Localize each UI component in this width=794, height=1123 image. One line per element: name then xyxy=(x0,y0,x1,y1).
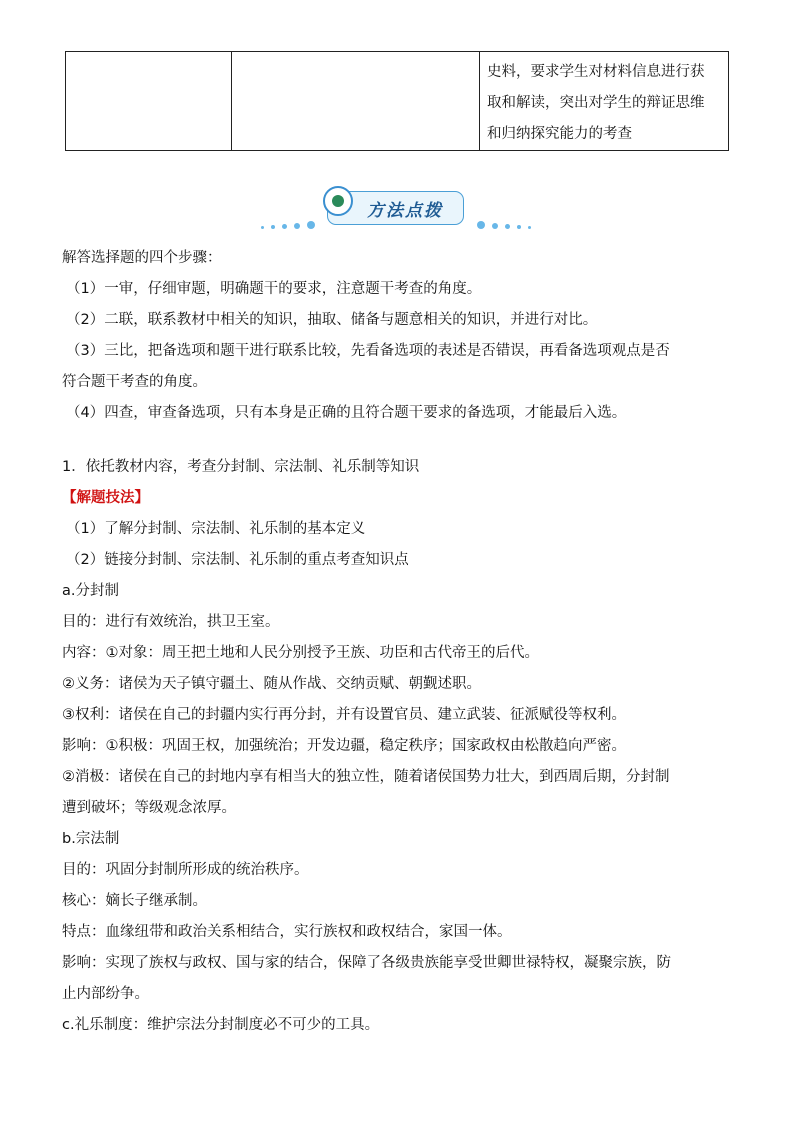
table-cell-3 xyxy=(480,52,729,151)
content-table xyxy=(65,51,729,151)
decorative-dots-right xyxy=(477,217,538,233)
fengjian-line: ③权利：诸侯在自己的封疆内实行再分封，并有设置官员、建立武装、征派赋役等权利。 xyxy=(62,707,626,723)
fengjian-line: ②义务：诸侯为天子镇守疆土、随从作战、交纳贡赋、朝觐述职。 xyxy=(62,676,481,692)
fengjian-heading: a.分封制 xyxy=(62,583,119,599)
decorative-dots-left xyxy=(261,217,322,233)
table-cell-1 xyxy=(66,52,232,151)
fengjian-line: 遭到破坏；等级观念浓厚。 xyxy=(62,800,236,816)
table-cell-2 xyxy=(232,52,480,151)
steps-heading: 解答选择题的四个步骤： xyxy=(62,250,222,266)
fengjian-line: 内容：①对象：周王把土地和人民分别授予王族、功臣和古代帝王的后代。 xyxy=(62,645,539,661)
banner-title: 方法点拨 xyxy=(367,201,443,221)
step-item: （2）二联，联系教材中相关的知识，抽取、储备与题意相关的知识，并进行对比。 xyxy=(66,312,598,328)
fengjian-line: 影响：①积极：巩固王权，加强统治；开发边疆，稳定秩序；国家政权由松散趋向严密。 xyxy=(62,738,626,754)
table-row xyxy=(66,52,729,151)
zongfa-heading: b.宗法制 xyxy=(62,831,120,847)
step-item: （1）一审，仔细审题，明确题干的要求，注意题干考查的角度。 xyxy=(66,281,482,297)
fengjian-line: 目的：进行有效统治，拱卫王室。 xyxy=(62,614,280,630)
document-body xyxy=(62,243,734,1041)
step-item-continuation: 符合题干考查的角度。 xyxy=(62,374,207,390)
table-cell-3-line: 取和解读，突出对学生的辩证思维 xyxy=(487,95,705,111)
zongfa-line: 特点：血缘纽带和政治关系相结合，实行族权和政权结合，家国一体。 xyxy=(62,924,512,940)
table-cell-1-text xyxy=(66,52,231,57)
zongfa-line: 影响：实现了族权与政权、国与家的结合，保障了各级贵族能享受世卿世禄特权，凝聚宗族，防 xyxy=(62,955,671,971)
table-cell-3-line: 和归纳探究能力的考查 xyxy=(487,126,632,142)
method-tips-banner xyxy=(255,186,540,228)
step-item: （3）三比，把备选项和题干进行联系比较，先看备选项的表述是否错误，再看备选项观点是否 xyxy=(66,343,670,359)
zongfa-line: 目的：巩固分封制所形成的统治秩序。 xyxy=(62,862,309,878)
tip-point: （2）链接分封制、宗法制、礼乐制的重点考查知识点 xyxy=(66,552,409,568)
zongfa-line: 核心：嫡长子继承制。 xyxy=(62,893,207,909)
section-title: 1．依托教材内容，考查分封制、宗法制、礼乐制等知识 xyxy=(62,459,420,475)
fengjian-line: ②消极：诸侯在自己的封地内享有相当大的独立性，随着诸侯国势力壮大，到西周后期，分封制 xyxy=(62,769,670,785)
table-cell-2-text xyxy=(232,52,479,57)
tip-point: （1）了解分封制、宗法制、礼乐制的基本定义 xyxy=(66,521,366,537)
eye-icon xyxy=(323,186,353,216)
tip-label: 【解题技法】 xyxy=(62,490,149,506)
table-cell-3-line: 史料，要求学生对材料信息进行获 xyxy=(487,64,705,80)
step-item: （4）四查，审查备选项，只有本身是正确的且符合题干要求的备选项，才能最后入选。 xyxy=(66,405,627,421)
liyue-heading: c.礼乐制度：维护宗法分封制度必不可少的工具。 xyxy=(62,1017,380,1033)
zongfa-line: 止内部纷争。 xyxy=(62,986,149,1002)
